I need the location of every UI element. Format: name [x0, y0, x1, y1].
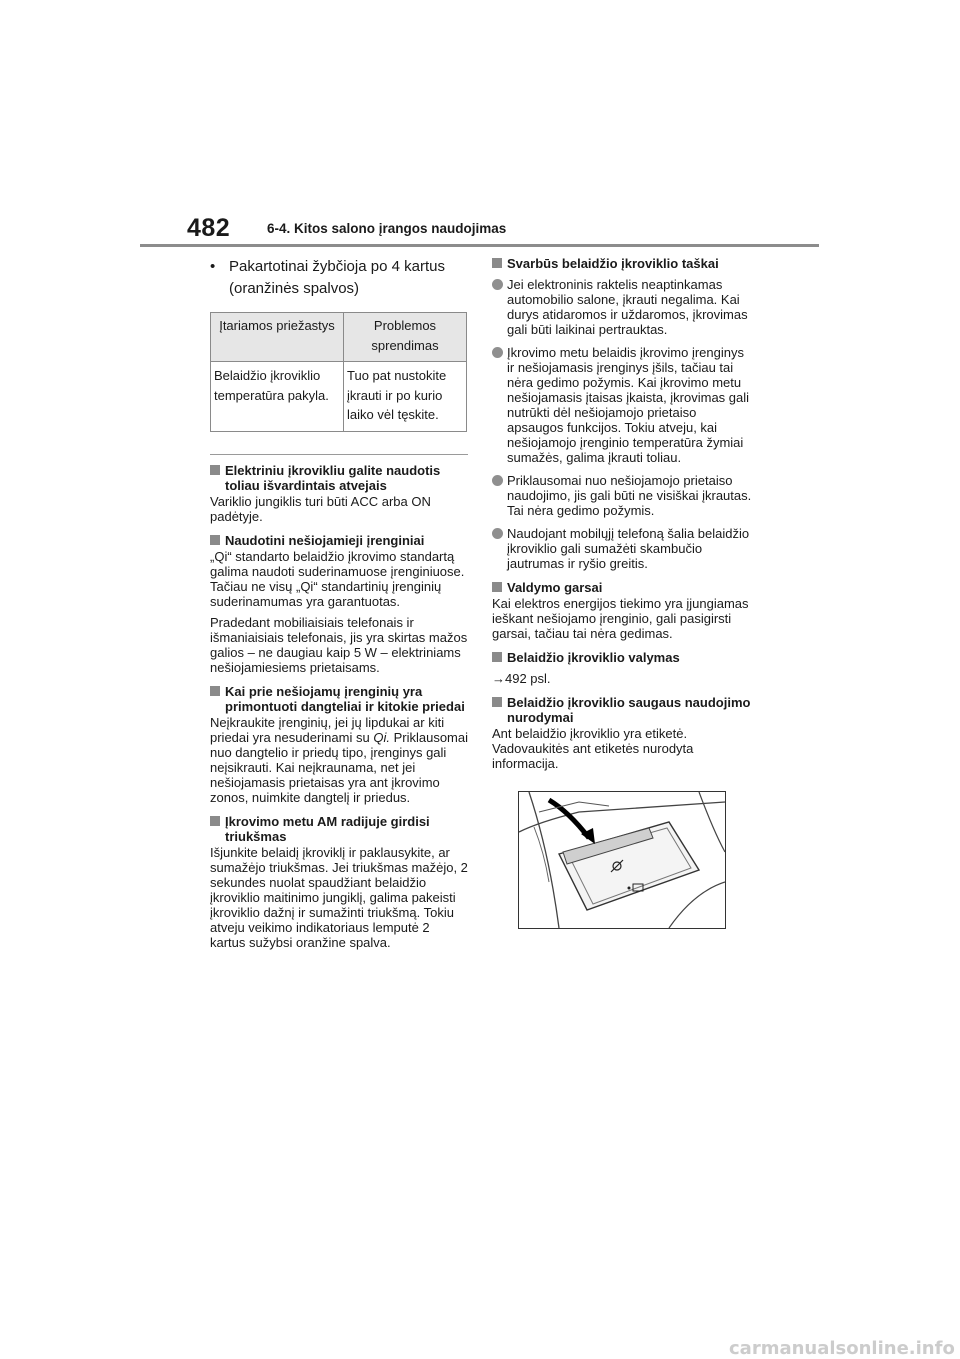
wireless-charger-label-illustration: [518, 791, 726, 929]
list-item: [492, 526, 754, 571]
section-heading-text: Įkrovimo metu AM radijuje girdisi triukšmas: [225, 813, 430, 844]
table-header-causes: Įtariamos priežastys: [211, 313, 344, 362]
section-heading-text: Kai prie nešiojamų įrenginių yra primontuoti dangteliai ir kitokie priedai: [225, 683, 465, 714]
chapter-title: 6-4. Kitos salono įrangos naudojimas: [267, 221, 507, 236]
section-heading: [492, 580, 754, 595]
list-item: [492, 345, 754, 465]
section-heading: [210, 533, 468, 548]
circle-bullet-icon: [492, 279, 503, 290]
intro-bullet: [210, 256, 468, 300]
table-cell-cause: Belaidžio įkroviklio temperatūra pakyla.: [211, 362, 344, 432]
table-header-row: [211, 313, 467, 362]
left-column: [210, 256, 468, 950]
circle-bullet-icon: [492, 347, 503, 358]
paragraph-line: „Qi“ standarto belaidžio įkrovimo standartą galima naudoti suderinamuose įrenginiuose.: [210, 548, 465, 579]
paragraph-line: Tačiau ne visų „Qi“ standartinių įrenginių suderinamumas yra garantuotas.: [210, 578, 442, 609]
paragraph: [210, 549, 468, 609]
paragraph-text: Neįkraukite įrenginių, jei jų lipdukai ar kiti priedai yra nesuderinami su: [210, 714, 445, 745]
section-heading: [210, 684, 468, 714]
paragraph: [210, 715, 468, 805]
paragraph-text: Priklausomai nuo dangtelio ir priedų tipo, įrenginys gali neįsikrauti. Kai neįkraunama, net jei nešiojamasis prietaisas yra ant įkrovimo zonos, nuimkite dangtelį ir priedus.: [210, 729, 468, 805]
section-heading-text: Valdymo garsai: [507, 580, 603, 595]
square-bullet-icon: [492, 258, 502, 268]
header-divider: [140, 244, 819, 247]
section-heading-text: Belaidžio įkroviklio saugaus naudojimo nurodymai: [507, 695, 751, 725]
bullet-marker: •: [210, 258, 216, 275]
section-heading-text: Naudotini nešiojamieji įrenginiai: [225, 532, 425, 548]
list-item-text: Priklausomai nuo nešiojamojo prietaiso naudojimo, jis gali būti ne visiškai įkrautas. Tai nėra gedimo požymis.: [507, 473, 752, 518]
section-heading: [492, 650, 754, 665]
list-item-text: Įkrovimo metu belaidis įkrovimo įrenginys ir nešiojamasis įrenginys įšils, tačiau tai nėra gedimo požymis. Kai įkrovimo metu nešiojamasis įtaisas įkaista, įkrovimas gali nutrūkti dėl nešiojamojo prietaiso apsaugos funkcijos. Tokiu atveju, kai nešiojamojo įrenginio temperatūra žymiai sumažės, galima įkrauti toliau.: [507, 345, 750, 465]
list-item: [492, 277, 754, 337]
square-bullet-icon: [210, 686, 220, 696]
page-number: 482: [187, 214, 231, 242]
square-bullet-icon: [210, 535, 220, 545]
list-item: [492, 473, 754, 518]
paragraph: Ant belaidžio įkroviklio yra etiketė. Vadovaukitės ant etiketės nurodyta informacija.: [492, 726, 694, 771]
section-heading-text: Elektriniu įkrovikliu galite naudotis toliau išvardintais atvejais: [225, 462, 441, 493]
square-bullet-icon: [492, 652, 502, 662]
paragraph: Pradedant mobiliaisiais telefonais ir išmaniaisiais telefonais, jis yra skirtas mažos galios – ne daugiau kaip 5 W – elektriniams nešiojamiesiems prietaisams.: [210, 614, 468, 675]
troubleshooting-table: [210, 312, 467, 432]
intro-bullet-text: Pakartotinai žybčioja po 4 kartus (oranžinės spalvos): [229, 258, 445, 297]
circle-bullet-icon: [492, 475, 503, 486]
section-heading-text: Svarbūs belaidžio įkroviklio taškai: [507, 256, 719, 271]
section-heading: [210, 463, 468, 493]
table-row: [211, 362, 467, 432]
section-heading: [492, 256, 754, 271]
section-divider: [210, 454, 468, 455]
paragraph: Variklio jungiklis turi būti ACC arba ON padėtyje.: [210, 493, 431, 524]
paragraph: Kai elektros energijos tiekimo yra įjungiamas ieškant nešiojamo įrenginio, gali pasigirsti garsai, tačiau tai nėra gedimas.: [492, 596, 749, 641]
page-reference-link[interactable]: →492 psl.: [492, 671, 551, 686]
square-bullet-icon: [492, 582, 502, 592]
circle-bullet-icon: [492, 528, 503, 539]
table-cell-solution: Tuo pat nustokite įkrauti ir po kurio laiko vėl tęskite.: [344, 362, 467, 432]
paragraph: Išjunkite belaidį įkroviklį ir paklausykite, ar sumažėjo triukšmas. Jei triukšmas mažėjo, 2 sekundes nuolat spaudžiant belaidžio įkroviklio maitinimo jungiklį, galima pakeisti įkroviklio dažnį ir sumažinti triukšmą. Tokiu atveju veikimo indikatoriaus lemputė 2 kartus sužybsi oranžine spalva.: [210, 844, 468, 950]
section-heading-text: Belaidžio įkroviklio valymas: [507, 650, 680, 665]
table-header-solutions: Problemos sprendimas: [344, 313, 467, 362]
section-heading: [210, 814, 468, 844]
qi-emphasis: Qi.: [373, 729, 390, 745]
list-item-text: Naudojant mobilųjį telefoną šalia belaidžio įkroviklio gali sumažėti skambučio jautrumas ir ryšio greitis.: [507, 526, 750, 571]
square-bullet-icon: [492, 697, 502, 707]
list-item-text: Jei elektroninis raktelis neaptinkamas automobilio salone, įkrauti negalima. Kai durys atidaromos ir uždaromos, įkrovimas gali būti laikinai pertrauktas.: [507, 277, 748, 337]
section-heading: [492, 695, 754, 725]
site-watermark: carmanualsonline.info: [729, 1338, 955, 1359]
square-bullet-icon: [210, 816, 220, 826]
square-bullet-icon: [210, 465, 220, 475]
charger-drawing: [519, 792, 725, 928]
right-column: [492, 256, 754, 929]
